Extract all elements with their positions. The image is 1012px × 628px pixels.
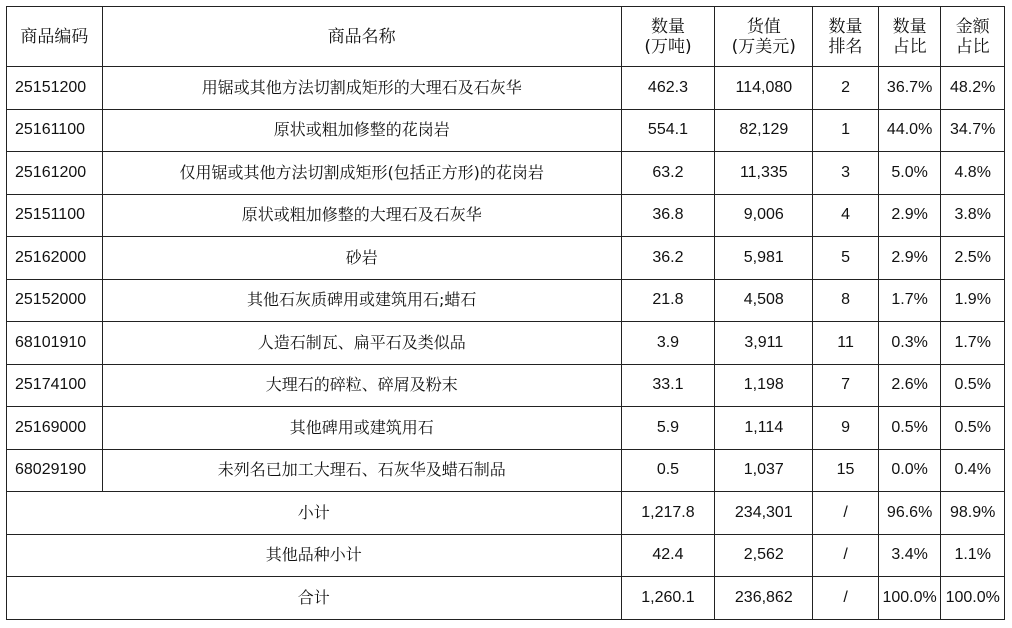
cell-name: 其他碑用或建筑用石 bbox=[102, 407, 621, 450]
cell-rank: / bbox=[813, 492, 879, 535]
cell-value: 1,037 bbox=[715, 449, 813, 492]
cell-qty: 33.1 bbox=[621, 364, 715, 407]
cell-name: 原状或粗加修整的花岗岩 bbox=[102, 109, 621, 152]
cell-value-share: 98.9% bbox=[941, 492, 1005, 535]
cell-rank: 7 bbox=[813, 364, 879, 407]
cell-value: 236,862 bbox=[715, 577, 813, 620]
cell-name: 大理石的碎粒、碎屑及粉末 bbox=[102, 364, 621, 407]
header-value-share bbox=[941, 7, 1005, 67]
cell-name: 砂岩 bbox=[102, 237, 621, 280]
summary-row bbox=[7, 492, 1005, 535]
table-row bbox=[7, 152, 1005, 195]
cell-rank: 8 bbox=[813, 279, 879, 322]
cell-rank: 9 bbox=[813, 407, 879, 450]
cell-qty-share: 2.9% bbox=[878, 194, 941, 237]
cell-value: 82,129 bbox=[715, 109, 813, 152]
cell-code: 25161200 bbox=[7, 152, 103, 195]
cell-value: 1,114 bbox=[715, 407, 813, 450]
cell-rank: 5 bbox=[813, 237, 879, 280]
cell-qty: 36.8 bbox=[621, 194, 715, 237]
cell-qty-share: 3.4% bbox=[878, 534, 941, 577]
cell-name: 人造石制瓦、扁平石及类似品 bbox=[102, 322, 621, 365]
header-name: 商品名称 bbox=[102, 7, 621, 67]
cell-value-share: 0.5% bbox=[941, 407, 1005, 450]
header-qty bbox=[621, 7, 715, 67]
cell-qty: 63.2 bbox=[621, 152, 715, 195]
cell-rank: 11 bbox=[813, 322, 879, 365]
table-row bbox=[7, 407, 1005, 450]
cell-code: 25174100 bbox=[7, 364, 103, 407]
summary-row bbox=[7, 577, 1005, 620]
cell-code: 25169000 bbox=[7, 407, 103, 450]
table-row bbox=[7, 279, 1005, 322]
cell-code: 25151100 bbox=[7, 194, 103, 237]
table-row bbox=[7, 109, 1005, 152]
cell-name: 仅用锯或其他方法切割成矩形(包括正方形)的花岗岩 bbox=[102, 152, 621, 195]
header-qty-share bbox=[878, 7, 941, 67]
header-rank bbox=[813, 7, 879, 67]
cell-value-share: 100.0% bbox=[941, 577, 1005, 620]
cell-qty-share: 36.7% bbox=[878, 67, 941, 110]
cell-name: 用锯或其他方法切割成矩形的大理石及石灰华 bbox=[102, 67, 621, 110]
cell-value-share: 1.9% bbox=[941, 279, 1005, 322]
summary-row bbox=[7, 534, 1005, 577]
header-value-line1: 货值 bbox=[746, 16, 781, 37]
cell-qty: 21.8 bbox=[621, 279, 715, 322]
cell-value: 2,562 bbox=[715, 534, 813, 577]
cell-qty-share: 5.0% bbox=[878, 152, 941, 195]
table-row bbox=[7, 322, 1005, 365]
cell-value: 5,981 bbox=[715, 237, 813, 280]
cell-value: 4,508 bbox=[715, 279, 813, 322]
table-row bbox=[7, 364, 1005, 407]
cell-value: 11,335 bbox=[715, 152, 813, 195]
summary-label: 其他品种小计 bbox=[7, 534, 622, 577]
cell-qty-share: 0.0% bbox=[878, 449, 941, 492]
cell-code: 25161100 bbox=[7, 109, 103, 152]
cell-value-share: 48.2% bbox=[941, 67, 1005, 110]
cell-name: 未列名已加工大理石、石灰华及蜡石制品 bbox=[102, 449, 621, 492]
cell-value: 9,006 bbox=[715, 194, 813, 237]
cell-rank: 3 bbox=[813, 152, 879, 195]
cell-qty-share: 44.0% bbox=[878, 109, 941, 152]
header-value-share-line1: 金额 bbox=[955, 16, 990, 37]
cell-rank: 15 bbox=[813, 449, 879, 492]
cell-qty-share: 1.7% bbox=[878, 279, 941, 322]
header-value-share-line2: 占比 bbox=[955, 36, 990, 57]
cell-qty: 462.3 bbox=[621, 67, 715, 110]
header-value bbox=[715, 7, 813, 67]
cell-name: 其他石灰质碑用或建筑用石;蜡石 bbox=[102, 279, 621, 322]
cell-code: 25151200 bbox=[7, 67, 103, 110]
cell-value-share: 34.7% bbox=[941, 109, 1005, 152]
table-body bbox=[7, 67, 1005, 620]
cell-code: 68101910 bbox=[7, 322, 103, 365]
cell-qty: 3.9 bbox=[621, 322, 715, 365]
header-value-line2: (万美元) bbox=[731, 36, 796, 57]
cell-rank: / bbox=[813, 534, 879, 577]
cell-value-share: 0.5% bbox=[941, 364, 1005, 407]
cell-qty: 0.5 bbox=[621, 449, 715, 492]
cell-value-share: 4.8% bbox=[941, 152, 1005, 195]
cell-qty: 5.9 bbox=[621, 407, 715, 450]
cell-rank: 1 bbox=[813, 109, 879, 152]
cell-rank: / bbox=[813, 577, 879, 620]
cell-value: 3,911 bbox=[715, 322, 813, 365]
cell-qty-share: 2.9% bbox=[878, 237, 941, 280]
header-code: 商品编码 bbox=[7, 7, 103, 67]
cell-value: 234,301 bbox=[715, 492, 813, 535]
cell-value-share: 3.8% bbox=[941, 194, 1005, 237]
header-rank-line2: 排名 bbox=[828, 36, 863, 57]
cell-code: 25162000 bbox=[7, 237, 103, 280]
cell-qty: 1,217.8 bbox=[621, 492, 715, 535]
header-rank-line1: 数量 bbox=[828, 16, 863, 37]
cell-qty-share: 100.0% bbox=[878, 577, 941, 620]
cell-qty: 554.1 bbox=[621, 109, 715, 152]
header-qty-line1: 数量 bbox=[650, 16, 685, 37]
cell-qty: 36.2 bbox=[621, 237, 715, 280]
stone-import-table bbox=[6, 6, 1005, 620]
header-qty-share-line2: 占比 bbox=[892, 36, 927, 57]
cell-value: 114,080 bbox=[715, 67, 813, 110]
table-row bbox=[7, 237, 1005, 280]
cell-qty-share: 0.3% bbox=[878, 322, 941, 365]
cell-code: 68029190 bbox=[7, 449, 103, 492]
cell-qty: 1,260.1 bbox=[621, 577, 715, 620]
cell-code: 25152000 bbox=[7, 279, 103, 322]
cell-rank: 2 bbox=[813, 67, 879, 110]
cell-qty: 42.4 bbox=[621, 534, 715, 577]
table-row bbox=[7, 67, 1005, 110]
cell-value: 1,198 bbox=[715, 364, 813, 407]
cell-qty-share: 0.5% bbox=[878, 407, 941, 450]
summary-label: 合计 bbox=[7, 577, 622, 620]
cell-value-share: 2.5% bbox=[941, 237, 1005, 280]
cell-rank: 4 bbox=[813, 194, 879, 237]
summary-label: 小计 bbox=[7, 492, 622, 535]
cell-value-share: 1.1% bbox=[941, 534, 1005, 577]
header-qty-line2: (万吨) bbox=[644, 36, 692, 57]
table-row bbox=[7, 449, 1005, 492]
cell-qty-share: 96.6% bbox=[878, 492, 941, 535]
header-qty-share-line1: 数量 bbox=[892, 16, 927, 37]
table-row bbox=[7, 194, 1005, 237]
cell-value-share: 0.4% bbox=[941, 449, 1005, 492]
cell-value-share: 1.7% bbox=[941, 322, 1005, 365]
header-row bbox=[7, 7, 1005, 67]
cell-name: 原状或粗加修整的大理石及石灰华 bbox=[102, 194, 621, 237]
cell-qty-share: 2.6% bbox=[878, 364, 941, 407]
